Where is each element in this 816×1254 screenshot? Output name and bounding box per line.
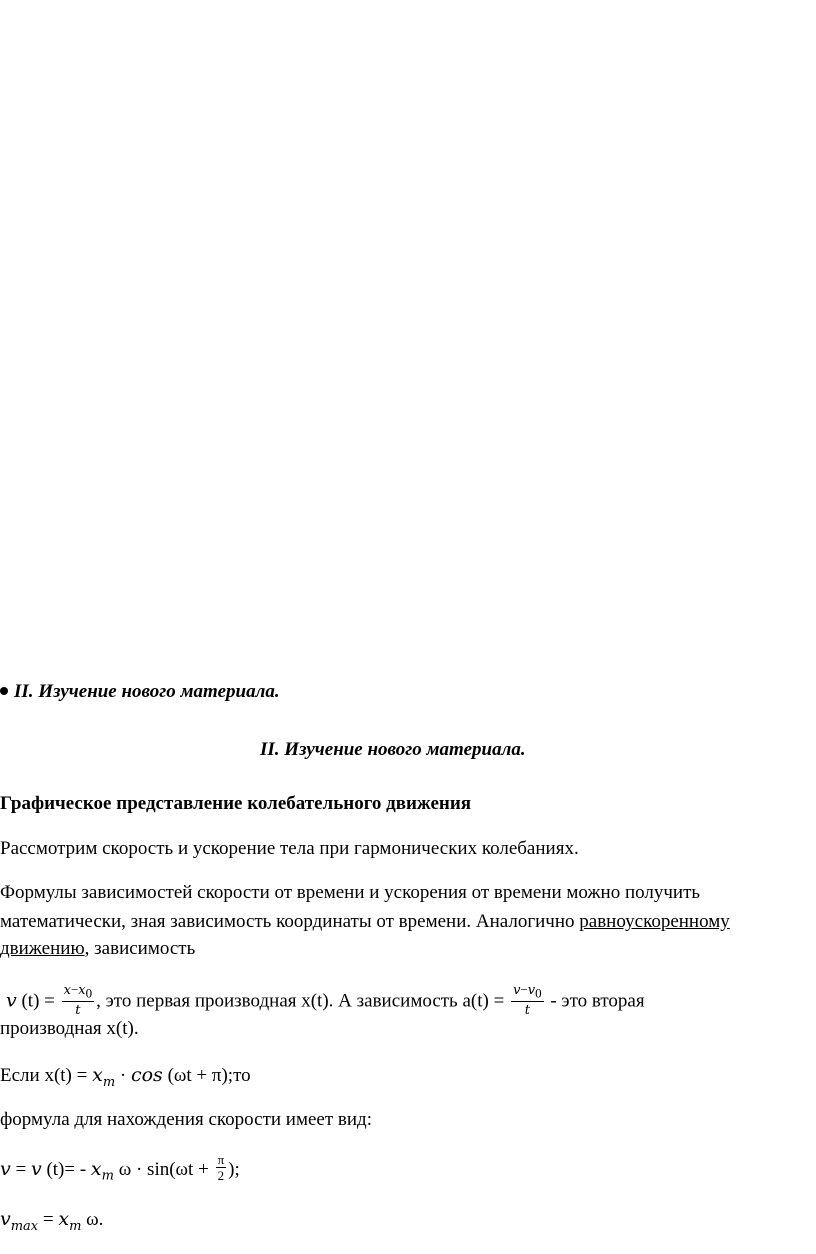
fraction-pi-over-2: $\frac{\pi}{2}$: [217, 1152, 225, 1183]
section-title: Графическое представление колебательного движения: [0, 793, 472, 814]
paragraph-formulas-line1: Формулы зависимостей скорости от времени и ускорения от времени можно получить: [0, 882, 701, 903]
centered-heading: II. Изучение нового материала.: [260, 739, 526, 760]
formula-coordinate: Если x(t) = 𝑥$_𝑚$ · 𝑐𝑜𝑠 (ωt + π);то: [0, 1065, 251, 1089]
bullet-heading: II. Изучение нового материала.: [0, 680, 280, 704]
formula-velocity: 𝑣 = 𝑣 (t)= - 𝑥$_𝑚$ ω · sin(ωt + $\frac{\pi}{2}$ );: [0, 1152, 240, 1183]
link-uniform-acceleration[interactable]: равноускоренному: [579, 911, 730, 932]
paragraph-intro: Рассмотрим скорость и ускорение тела при гармонических колебаниях.: [0, 838, 579, 859]
link-motion[interactable]: движению: [0, 938, 85, 959]
bullet-icon: [0, 687, 8, 695]
paragraph-formulas-line2: математически, зная зависимость координаты от времени. Аналогично равноускоренному: [0, 911, 730, 932]
fraction-v-over-t: $\frac{𝑣-𝑣_0}{\text{𝑡}}$: [513, 982, 542, 1017]
formula-velocity-max: 𝑣$_{𝑚𝑎𝑥}$ = 𝑥$_𝑚$ ω.: [0, 1209, 104, 1233]
paragraph-velocity-formula: формула для нахождения скорости имеет вид:: [0, 1109, 372, 1130]
paragraph-formulas-line3: движению, зависимость: [0, 938, 196, 959]
fraction-x-over-t: $\frac{𝑥-𝑥_0}{\text{𝑡}}$: [63, 982, 93, 1017]
formula-velocity-definition-cont: производная x(t).: [0, 1018, 139, 1039]
formula-velocity-definition: 𝑣 (t) = $\frac{𝑥-𝑥_0}{\text{𝑡}}$ , это первая производная x(t). А зависимость a(t) = $\frac{𝑣-𝑣_0}{\text{𝑡}}$ - это вторая: [6, 982, 645, 1017]
